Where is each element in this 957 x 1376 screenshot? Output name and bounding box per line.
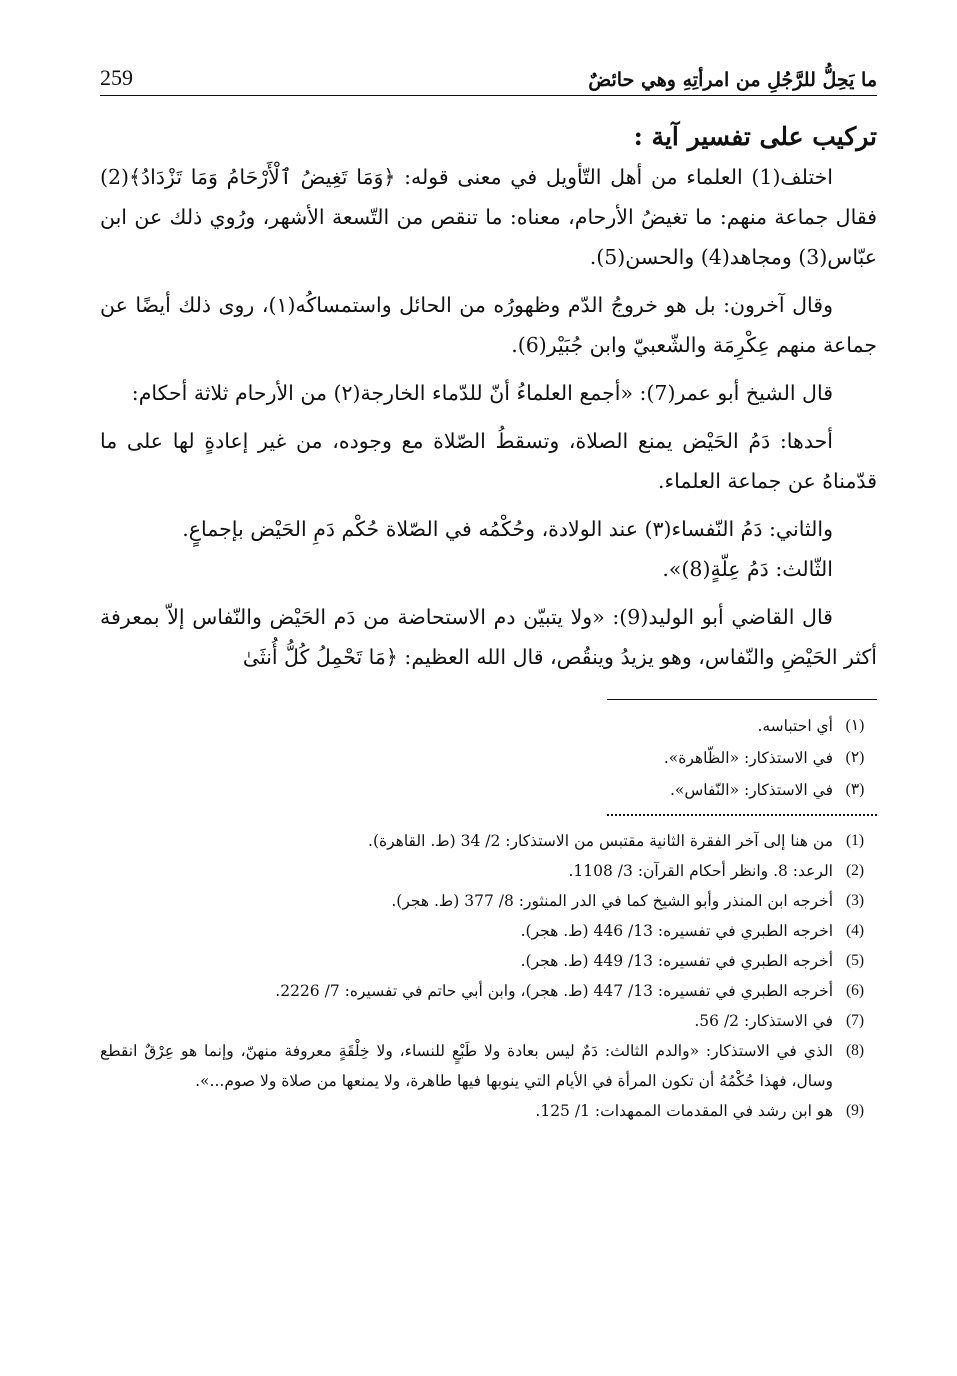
paragraph: قال الشيخ أبو عمر(7): «أجمع العلماءُ أنّ للدّماء الخارجة(٢) من الأرحام ثلاثة أحكام: bbox=[131, 381, 833, 405]
page-number: 259 bbox=[100, 65, 133, 90]
paragraph: قال القاضي أبو الوليد(9): «ولا يتبيّن دم الاستحاضة من دَم الحَيْض والنّفاس إلاّ بمعرفة أكثر الحَيْضِ والنّفاس، وهو يزيدُ وينقُص، قال الله العظيم: ﴿مَا تَحْمِلُ كُلُّ أُنثَىٰ bbox=[100, 605, 877, 669]
section-title: تركيب على تفسير آية : bbox=[633, 122, 877, 151]
footnote bbox=[100, 774, 877, 806]
footnote-text: الذي في الاستذكار: «والدم الثالث: دَمٌ ليس بعادة ولا طَبْعٍ للنساء، ولا خِلْقَةٍ معروفة منهنّ، وإنما هو عِرْقٌ انقطع وسال، فهذا حُكْمُهُ أن تكون المرأة في الأيام التي ينوبها فيها طاهرة، ولا يمنعها من صلاة ولا صوم...». bbox=[100, 1042, 833, 1090]
footnote-text: الرعد: 8. وانظر أحكام القرآن: 3/ 1108. bbox=[568, 862, 833, 880]
main-text bbox=[100, 157, 877, 677]
page-header bbox=[100, 55, 877, 96]
paragraph: وقال آخرون: بل هو خروجُ الدّم وظهورُه من الحائل واستمساكُه(١)، روى ذلك أيضًا عن جماعة منهم عِكْرِمَة والشّعبيّ وابن جُبَيْر(6). bbox=[100, 293, 877, 357]
footnote-number: (٢) bbox=[845, 749, 865, 766]
footnote-text: أخرجه ابن المنذر وأبو الشيخ كما في الدر المنثور: 8/ 377 (ط. هجر). bbox=[391, 892, 833, 910]
footnote-text: اخرجه الطبري في تفسيره: 13/ 446 (ط. هجر). bbox=[520, 922, 833, 940]
footnote bbox=[100, 916, 877, 946]
footnote-number: (2) bbox=[845, 862, 865, 879]
footnote-text: أي احتباسه. bbox=[757, 717, 833, 735]
footnote bbox=[100, 710, 877, 742]
footnote-text: أخرجه الطبري في تفسيره: 13/ 449 (ط. هجر). bbox=[520, 952, 833, 970]
footnote-text: أخرجه الطبري في تفسيره: 13/ 447 (ط. هجر)، وابن أبي حاتم في تفسيره: 7/ 2226. bbox=[275, 982, 833, 1000]
running-title: ما يَحِلُّ للرَّجُلِ من امرأتِهِ وهي حائضٌ bbox=[588, 69, 877, 91]
footnote-number: (٣) bbox=[845, 781, 865, 798]
footnote-separator bbox=[607, 699, 877, 700]
paragraph: أحدها: دَمُ الحَيْض يمنع الصلاة، وتسقطُ الصّلاة مع وجوده، من غير إعادةٍ لها على ما قدّمناهُ عن جماعة العلماء. bbox=[100, 429, 877, 493]
footnote-number: (5) bbox=[845, 952, 865, 969]
footnote bbox=[100, 742, 877, 774]
footnote bbox=[100, 976, 877, 1006]
footnote-number: (7) bbox=[845, 1012, 865, 1029]
footnote bbox=[100, 1036, 877, 1096]
footnote-number: (9) bbox=[845, 1102, 865, 1119]
footnote-number: (3) bbox=[845, 892, 865, 909]
footnotes-editor bbox=[100, 710, 877, 806]
footnote-text: من هنا إلى آخر الفقرة الثانية مقتبس من الاستذكار: 2/ 34 (ط. القاهرة). bbox=[368, 832, 833, 850]
footnotes-author bbox=[100, 826, 877, 1126]
footnote bbox=[100, 946, 877, 976]
paragraph: الثّالث: دَمُ عِلّةٍ(8)». bbox=[662, 557, 833, 581]
footnote bbox=[100, 1096, 877, 1126]
footnote-number: (6) bbox=[845, 982, 865, 999]
footnote bbox=[100, 826, 877, 856]
paragraph: والثاني: دَمُ النّفساء(٣) عند الولادة، وحُكْمُه في الصّلاة حُكْم دَمِ الحَيْض بإجماعٍ. bbox=[182, 517, 833, 541]
footnote-number: (4) bbox=[845, 922, 865, 939]
footnote bbox=[100, 886, 877, 916]
footnote-text: هو ابن رشد في المقدمات الممهدات: 1/ 125. bbox=[535, 1102, 833, 1120]
dotted-separator bbox=[607, 814, 877, 816]
page bbox=[100, 55, 877, 1126]
footnote bbox=[100, 856, 877, 886]
footnote-text: في الاستذكار: «الظّاهرة». bbox=[663, 749, 833, 767]
footnote-number: (1) bbox=[845, 832, 865, 849]
footnote-number: (8) bbox=[845, 1042, 865, 1059]
footnote-text: في الاستذكار: 2/ 56. bbox=[694, 1012, 833, 1030]
footnote-text: في الاستذكار: «النّفاس». bbox=[669, 781, 833, 799]
footnote bbox=[100, 1006, 877, 1036]
footnote-number: (١) bbox=[845, 717, 865, 734]
paragraph: اختلف(1) العلماء من أهل التّأويل في معنى قوله: ﴿وَمَا تَغِيضُ ٱلْأَرْحَامُ وَمَا تَزْدَادُ﴾(2) فقال جماعة منهم: ما تغيضُ الأرحام، معناه: ما تنقص من التّسعة الأشهر، ورُوي ذلك عن ابن عبّاس(3) ومجاهد(4) والحسن(5). bbox=[100, 165, 877, 269]
